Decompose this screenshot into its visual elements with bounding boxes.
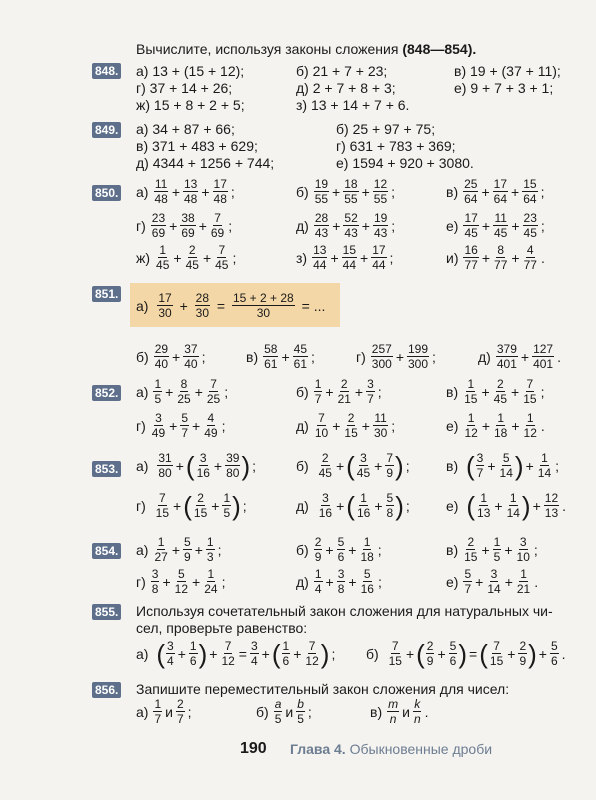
item-label: б) (296, 541, 309, 558)
p852-v: в) $\frac{1}{15}$ + $\frac{2}{45}$ + $\frac{7}{15}$ ; (446, 377, 545, 406)
fraction: $\frac{2}{45}$ (493, 377, 508, 406)
problem-number-848: 848. (92, 63, 121, 79)
fraction: $\frac{3}{10}$ (516, 535, 530, 564)
fraction: $\frac{25}{64}$ (464, 177, 478, 206)
item-label: з) (296, 249, 308, 266)
fraction: $\frac{5}{7}$ (181, 411, 189, 440)
p848-a: а) 13 + (15 + 12); (136, 63, 245, 79)
item-label: г) (136, 217, 146, 234)
p848-v: в) 19 + (37 + 11); (454, 63, 561, 79)
item-label: д) (478, 348, 491, 365)
fraction: $\frac{15}{44}$ (342, 243, 356, 272)
fraction: $\frac{7}{45}$ (215, 243, 229, 272)
p850-e: е) $\frac{17}{45}$ + $\frac{11}{45}$ + $\frac{23}{45}$ ; (446, 211, 545, 240)
item-label: в) (446, 183, 459, 200)
fraction: $\frac{23}{69}$ (151, 211, 166, 240)
problem-number-855: 855. (92, 604, 121, 620)
item-label: г) (136, 573, 146, 590)
p852-d: д) $\frac{7}{10}$ + $\frac{2}{15}$ + $\frac{11}{30}$ ; (296, 411, 396, 440)
problem-number-850: 850. (92, 185, 121, 201)
fraction: $\frac{5}{16}$ (360, 567, 374, 596)
item-label: д) (296, 217, 309, 234)
fraction: $\frac{379}{401}$ (496, 342, 517, 371)
p848-zh: ж) 15 + 8 + 2 + 5; (136, 97, 245, 113)
fraction: $\frac{1}{12}$ (523, 411, 537, 440)
fraction: $\frac{5}{6}$ (337, 535, 345, 564)
fraction: $\frac{7}{69}$ (210, 211, 225, 240)
p855-text-2: сел, проверьте равенство: (136, 620, 308, 636)
p848-b: б) 21 + 7 + 23; (296, 63, 388, 79)
p848-e: е) 9 + 7 + 3 + 1; (454, 80, 554, 96)
fraction: $\frac{16}{77}$ (464, 243, 478, 272)
p854-v: в) $\frac{2}{15}$ + $\frac{1}{5}$ + $\frac{3}{10}$ ; (446, 535, 538, 564)
p853-v: в) ( $\frac{3}{7}$ + $\frac{5}{14}$ ) + $\frac{1}{14}$ ; (446, 450, 560, 481)
fraction: $\frac{199}{300}$ (408, 342, 429, 371)
p854-b: б) $\frac{2}{9}$ + $\frac{5}{6}$ + $\frac{1}{18}$ ; (296, 535, 382, 564)
p853-a: а) $\frac{31}{80}$ +( $\frac{3}{16}$ + $\frac{39}{80}$ ) ; (136, 450, 257, 481)
p854-a: а) $\frac{1}{27}$ + $\frac{5}{9}$ + $\frac{1}{3}$ ; (136, 535, 222, 564)
fraction: $\frac{19}{43}$ (373, 211, 388, 240)
p854-d: д) $\frac{1}{4}$ + $\frac{3}{8}$ + $\frac{5}{16}$ ; (296, 567, 382, 596)
problem-number-854: 854. (92, 543, 121, 559)
fraction: $\frac{3}{14}$ (487, 567, 501, 596)
p854-g: г) $\frac{3}{8}$ + $\frac{5}{12}$ + $\frac{1}{24}$ ; (136, 567, 226, 596)
p853-g: г) $\frac{7}{15}$ +( $\frac{2}{15}$ + $\frac{1}{5}$ ) ; (136, 490, 247, 521)
fraction: $\frac{1}{15}$ (464, 377, 478, 406)
p851-example: а) $\frac{17}{30}$ + $\frac{28}{30}$ = $\frac{15 + 2 + 28}{30}$ = ... (136, 291, 326, 320)
fraction: $\frac{17}{48}$ (213, 177, 227, 206)
page-number: 190 (240, 740, 267, 757)
fraction: $\frac{45}{61}$ (293, 342, 308, 371)
p848-z: з) 13 + 14 + 7 + 6. (296, 97, 410, 113)
fraction: $\frac{1}{7}$ (314, 377, 322, 406)
intro-line (136, 41, 476, 57)
item-label: б) (136, 348, 149, 365)
fraction: $\frac{3}{49}$ (151, 411, 166, 440)
p855-text-1: Используя сочетательный закон сложения для натуральных чи- (136, 603, 553, 619)
item-label: д) (296, 573, 309, 590)
fraction: $\frac{1}{24}$ (204, 567, 218, 596)
intro-text: Вычислите, используя законы сложения (136, 41, 399, 57)
p849-b: б) 25 + 97 + 75; (336, 121, 436, 137)
fraction: $\frac{2}{15}$ (344, 411, 358, 440)
p850-d: д) $\frac{28}{43}$ + $\frac{52}{43}$ + $\frac{19}{43}$ ; (296, 211, 396, 240)
fraction: $\frac{5}{7}$ (464, 567, 472, 596)
fraction: $\frac{4}{49}$ (204, 411, 218, 440)
p852-e: е) $\frac{1}{12}$ + $\frac{1}{18}$ + $\frac{1}{12}$ . (446, 411, 545, 440)
problem-number-853: 853. (92, 461, 121, 477)
fraction: $\frac{3}{8}$ (337, 567, 345, 596)
fraction: $\frac{5}{12}$ (174, 567, 189, 596)
item-label: в) (446, 383, 459, 400)
p848-g: г) 37 + 14 + 26; (136, 80, 233, 96)
p853-b: б) $\frac{2}{45}$ +( $\frac{3}{45}$ + $\frac{7}{9}$ ) ; (296, 450, 410, 481)
problem-number-856: 856. (92, 682, 121, 698)
fraction: $\frac{52}{43}$ (344, 211, 358, 240)
p850-z: з) $\frac{13}{44}$ + $\frac{15}{44}$ + $\frac{17}{44}$ ; (296, 243, 394, 272)
problem-number-852: 852. (92, 385, 121, 401)
fraction: $\frac{4}{77}$ (523, 243, 537, 272)
p856-text: Запишите переместительный закон сложения для чисел: (136, 681, 510, 697)
fraction: $\frac{17}{44}$ (372, 243, 386, 272)
p850-v: в) $\frac{25}{64}$ + $\frac{17}{64}$ + $\frac{15}{64}$ ; (446, 177, 545, 206)
p850-i: и) $\frac{16}{77}$ + $\frac{8}{77}$ + $\frac{4}{77}$ . (446, 243, 545, 272)
intro-range: (848—854). (402, 41, 477, 57)
p851-b: б) $\frac{29}{40}$ + $\frac{37}{40}$ ; (136, 342, 206, 371)
fraction: $\frac{1}{21}$ (516, 567, 531, 596)
p854-e: е) $\frac{5}{7}$ + $\frac{3}{14}$ + $\frac{1}{21}$ . (446, 567, 539, 596)
fraction: $\frac{8}{77}$ (494, 243, 508, 272)
chapter-title: Обыкновенные дроби (349, 741, 493, 757)
item-label: г) (136, 417, 146, 434)
item-label: е) (446, 573, 459, 590)
fraction: $\frac{3}{8}$ (151, 567, 159, 596)
fraction: $\frac{58}{61}$ (264, 342, 278, 371)
p850-zh: ж) $\frac{1}{45}$ + $\frac{2}{45}$ + $\frac{7}{45}$ ; (136, 243, 237, 272)
p849-d: д) 4344 + 1256 + 744; (136, 155, 275, 171)
fraction: $\frac{1}{5}$ (493, 535, 501, 564)
fraction: $\frac{7}{15}$ (523, 377, 537, 406)
p853-e: е) ( $\frac{1}{13}$ + $\frac{1}{14}$ ) + $\frac{12}{13}$ . (446, 490, 567, 521)
fraction: $\frac{1}{5}$ (154, 377, 162, 406)
item-label: ж) (136, 249, 151, 266)
fraction: $\frac{18}{55}$ (344, 177, 358, 206)
p849-e: е) 1594 + 920 + 3080. (336, 155, 474, 171)
fraction: $\frac{1}{4}$ (314, 567, 322, 596)
p849-v: в) 371 + 483 + 629; (136, 138, 258, 154)
p852-b: б) $\frac{1}{7}$ + $\frac{2}{21}$ + $\frac{3}{7}$ ; (296, 377, 382, 406)
fraction: $\frac{38}{69}$ (181, 211, 195, 240)
p849-a: а) 34 + 87 + 66; (136, 121, 235, 137)
fraction: $\frac{1}{18}$ (494, 411, 508, 440)
item-label: а) (136, 383, 149, 400)
fraction: $\frac{17}{64}$ (493, 177, 508, 206)
fraction: $\frac{1}{45}$ (156, 243, 170, 272)
fraction: $\frac{257}{300}$ (371, 342, 392, 371)
fraction: $\frac{3}{7}$ (367, 377, 374, 406)
fraction: $\frac{28}{43}$ (314, 211, 329, 240)
p856-v: в) $\frac{m}{n}$ и $\frac{k}{n}$ . (370, 697, 429, 726)
fraction: $\frac{1}{27}$ (154, 535, 168, 564)
p855-b: б) $\frac{7}{15}$ +( $\frac{2}{9}$ + $\frac{5}{6}$ ) =( $\frac{7}{15}$ + $\frac{2}{9}$ ) + $\frac{5}{6}$ . (366, 638, 566, 669)
fraction: $\frac{8}{25}$ (177, 377, 191, 406)
fraction: $\frac{1}{12}$ (464, 411, 478, 440)
fraction: $\frac{2}{45}$ (185, 243, 199, 272)
problem-number-849: 849. (92, 122, 121, 138)
fraction: $\frac{13}{48}$ (184, 177, 198, 206)
p852-g: г) $\frac{3}{49}$ + $\frac{5}{7}$ + $\frac{4}{49}$ ; (136, 411, 226, 440)
item-label: в) (246, 348, 259, 365)
fraction: $\frac{127}{401}$ (533, 342, 554, 371)
p851-g: г) $\frac{257}{300}$ + $\frac{199}{300}$ ; (356, 342, 436, 371)
fraction: $\frac{37}{40}$ (184, 342, 198, 371)
item-label: е) (446, 417, 459, 434)
p850-b: б) $\frac{19}{55}$ + $\frac{18}{55}$ + $\frac{12}{55}$ ; (296, 177, 396, 206)
item-label: д) (296, 417, 309, 434)
p850-a: а) $\frac{11}{48}$ + $\frac{13}{48}$ + $\frac{17}{48}$ ; (136, 177, 235, 206)
p850-g: г) $\frac{23}{69}$ + $\frac{38}{69}$ + $\frac{7}{69}$ ; (136, 211, 233, 240)
item-label: б) (296, 183, 309, 200)
fraction: $\frac{15}{64}$ (523, 177, 537, 206)
fraction: $\frac{12}{55}$ (373, 177, 388, 206)
chapter-label: Глава 4. (290, 741, 346, 757)
item-label: и) (446, 249, 459, 266)
fraction: $\frac{17}{45}$ (464, 211, 478, 240)
item-label: б) (296, 383, 309, 400)
item-label: а) (136, 541, 149, 558)
p855-a: а) ( $\frac{3}{4}$ + $\frac{1}{6}$ ) + $\frac{7}{12}$ = $\frac{3}{4}$ +( $\frac{1}{6}$ + $\frac{7}{12}$ ) ; (136, 638, 336, 669)
fraction: $\frac{11}{48}$ (154, 177, 168, 206)
fraction: $\frac{19}{55}$ (314, 177, 329, 206)
chapter-footer (290, 741, 492, 757)
p849-g: г) 631 + 783 + 369; (336, 138, 456, 154)
fraction: $\frac{11}{30}$ (373, 411, 388, 440)
fraction: $\frac{2}{15}$ (464, 535, 478, 564)
fraction: $\frac{7}{25}$ (206, 377, 221, 406)
p856-a: а) $\frac{1}{7}$ и $\frac{2}{7}$ ; (136, 697, 192, 726)
p851-d: д) $\frac{379}{401}$ + $\frac{127}{401}$ . (478, 342, 561, 371)
p853-d: д) $\frac{3}{16}$ +( $\frac{1}{16}$ + $\frac{5}{8}$ ) ; (296, 490, 410, 521)
p851-v: в) $\frac{58}{61}$ + $\frac{45}{61}$ ; (246, 342, 315, 371)
p852-a: а) $\frac{1}{5}$ + $\frac{8}{25}$ + $\frac{7}{25}$ ; (136, 377, 229, 406)
fraction: $\frac{1}{3}$ (206, 535, 214, 564)
item-label: в) (446, 541, 459, 558)
item-label: а) (136, 183, 149, 200)
fraction: $\frac{2}{21}$ (337, 377, 351, 406)
fraction: $\frac{7}{10}$ (314, 411, 329, 440)
fraction: $\frac{2}{9}$ (314, 535, 322, 564)
fraction: $\frac{1}{18}$ (360, 535, 374, 564)
item-label: е) (446, 217, 459, 234)
fraction: $\frac{13}{44}$ (313, 243, 327, 272)
p856-b: б) $\frac{a}{5}$ и $\frac{b}{5}$ ; (256, 697, 312, 726)
fraction: $\frac{23}{45}$ (523, 211, 537, 240)
problem-number-851: 851. (92, 286, 121, 302)
item-label: г) (356, 348, 366, 365)
p848-d: д) 2 + 7 + 8 + 3; (296, 80, 396, 96)
fraction: $\frac{29}{40}$ (154, 342, 169, 371)
fraction: $\frac{5}{9}$ (184, 535, 191, 564)
fraction: $\frac{11}{45}$ (494, 211, 508, 240)
